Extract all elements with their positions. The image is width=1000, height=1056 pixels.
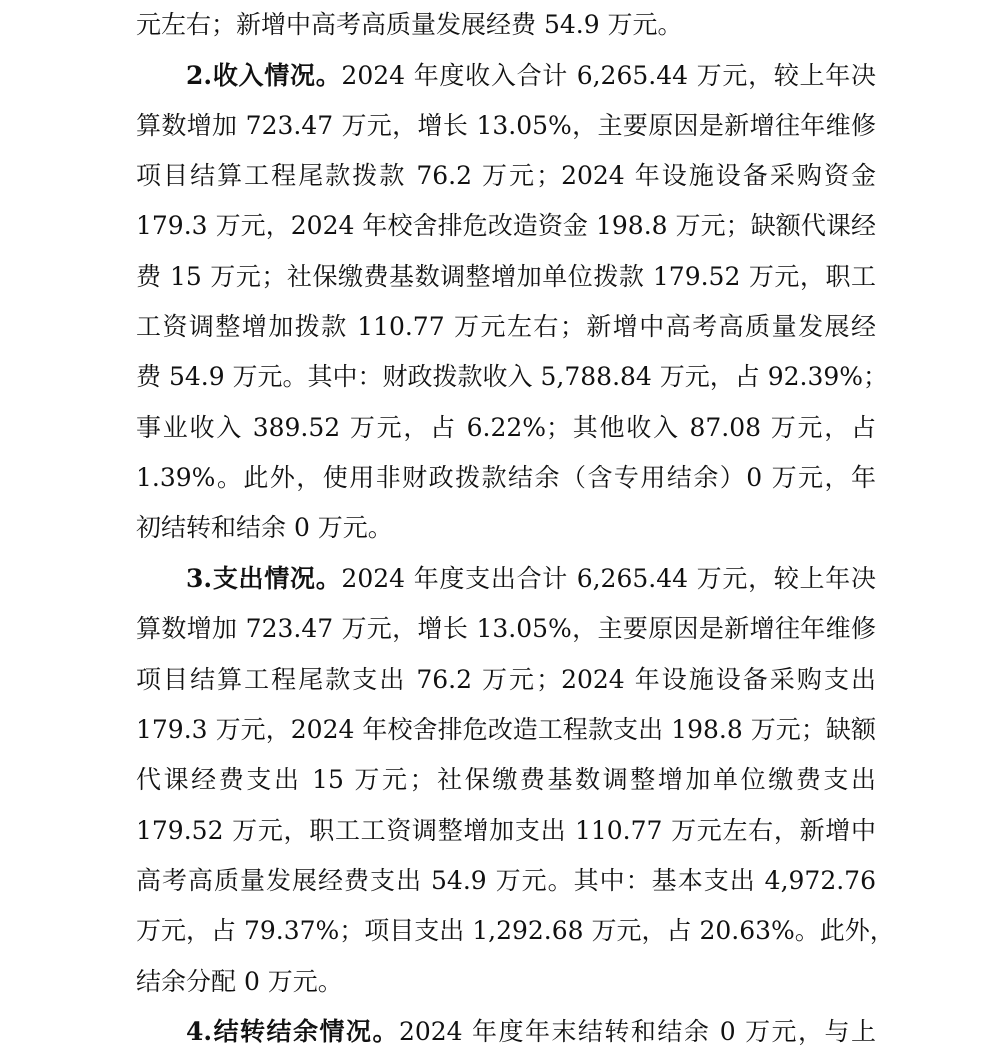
text-line: 事业收入 389.52 万元，占 6.22%；其他收入 87.08 万元，占 <box>136 413 876 442</box>
text-line: 代课经费支出 15 万元；社保缴费基数调整增加单位缴费支出 <box>136 765 876 794</box>
text-line: 费 54.9 万元。其中：财政拨款收入 5,788.84 万元，占 92.39%； <box>136 362 889 391</box>
text-line: 费 15 万元；社保缴费基数调整增加单位拨款 179.52 万元，职工 <box>136 262 876 291</box>
text-line: 初结转和结余 0 万元。 <box>136 513 393 542</box>
text-line: 179.3 万元，2024 年校舍排危改造资金 198.8 万元；缺额代课经 <box>136 211 876 240</box>
text-line: 工资调整增加拨款 110.77 万元左右；新增中高考高质量发展经 <box>136 312 876 341</box>
income-paragraph-first-line <box>186 51 876 101</box>
income-section-heading: 2.收入情况。 <box>186 61 342 90</box>
text-line: 高考高质量发展经费支出 54.9 万元。其中：基本支出 4,972.76 <box>136 866 876 895</box>
text-line: 算数增加 723.47 万元，增长 13.05%，主要原因是新增往年维修 <box>136 614 876 643</box>
carryover-section-heading: 4.结转结余情况。 <box>186 1017 399 1046</box>
text-line: 179.3 万元，2024 年校舍排危改造工程款支出 198.8 万元；缺额 <box>136 715 876 744</box>
carryover-paragraph-first-line <box>186 1007 876 1056</box>
expense-paragraph-first-line <box>186 554 876 604</box>
text-line: 项目结算工程尾款支出 76.2 万元；2024 年设施设备采购支出 <box>136 665 876 694</box>
text-line: 元左右；新增中高考高质量发展经费 54.9 万元。 <box>136 10 683 39</box>
text-line: 2024 年度收入合计 6,265.44 万元，较上年决 <box>341 61 876 90</box>
expense-section-heading: 3.支出情况。 <box>186 564 342 593</box>
text-line: 结余分配 0 万元。 <box>136 967 343 996</box>
text-line: 算数增加 723.47 万元，增长 13.05%，主要原因是新增往年维修 <box>136 111 876 140</box>
text-line: 万元，占 79.37%；项目支出 1,292.68 万元，占 20.63%。此外， <box>136 916 895 945</box>
text-line: 2024 年度年末结转和结余 0 万元，与上 <box>398 1017 877 1046</box>
text-line: 179.52 万元，职工工资调整增加支出 110.77 万元左右，新增中 <box>136 816 876 845</box>
text-line: 2024 年度支出合计 6,265.44 万元，较上年决 <box>341 564 876 593</box>
text-line: 项目结算工程尾款拨款 76.2 万元；2024 年设施设备采购资金 <box>136 161 876 190</box>
paragraph-continuation-line <box>136 0 876 50</box>
text-line: 1.39%。此外，使用非财政拨款结余（含专用结余）0 万元，年 <box>136 463 876 492</box>
